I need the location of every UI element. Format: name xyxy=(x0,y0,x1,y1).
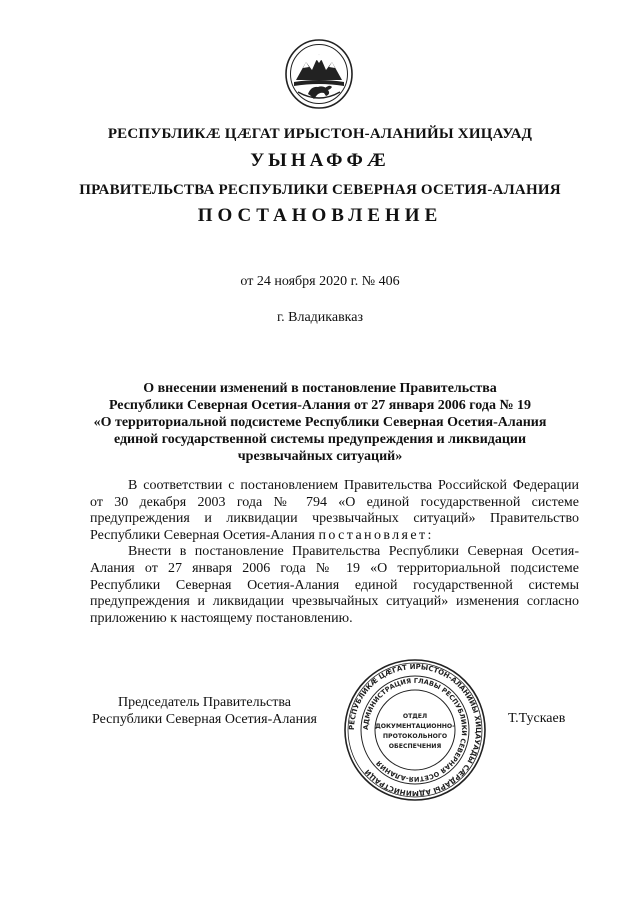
official-stamp xyxy=(343,658,487,802)
signatory-position xyxy=(92,694,317,728)
title-line: чрезвычайных ситуаций» xyxy=(237,449,403,464)
body-paragraph-2: Внести в постановление Правительства Республики Северная Осетия-Алания от 27 января 2006 года № 19 «О территориальной подсистеме Республики Северная Осетия-Алания единой государственной системы предупреждения и ликвидации чрезвычайных ситуаций» изменения согласно приложению к настоящему постановлению. xyxy=(90,544,579,626)
header-government-russian: ПРАВИТЕЛЬСТВА РЕСПУБЛИКИ СЕВЕРНАЯ ОСЕТИЯ-АЛАНИЯ xyxy=(79,182,561,198)
decree-city: г. Владикавказ xyxy=(276,310,364,325)
header-republic-ossetian: РЕСПУБЛИКӔ ЦӔГАТ ИРЫСТОН-АЛАНИЙЫ ХИЦАУАД xyxy=(107,126,533,142)
stamp-outer-text: РЕСПУБЛИКÆ ЦÆГАТ ИРЫСТОН-АЛАНИЙЫ ХИЦАУАДЫ СÆРДАРЫ АДМИНИСТРАЦИ xyxy=(347,662,483,798)
title-line: О внесении изменений в постановление Правительства xyxy=(143,381,497,396)
title-line: единой государственной системы предупреждения и ликвидации xyxy=(113,432,527,447)
svg-text:АДМИНИСТРАЦИЯ ГЛАВЫ РЕСПУБЛИКИ xyxy=(362,677,468,783)
body-paragraph-1-text: В соответствии с постановлением Правительства Российской Федерации от 30 декабря 2003 года № 794 «О единой государственной системе предупреждения и ликвидации чрезвычайных ситуаций» Правительство Республики Северная Осетия-Алания xyxy=(90,478,579,543)
title-line: «О территориальной подсистеме Республики Северная Осетия-Алания xyxy=(93,415,547,430)
stamp-center-line: ОТДЕЛ xyxy=(402,713,428,720)
signatory-position-line-2: Республики Северная Осетия-Алания xyxy=(92,712,317,727)
stamp-center-line: ПРОТОКОЛЬНОГО xyxy=(382,733,448,740)
header-decree-russian: ПОСТАНОВЛЕНИЕ xyxy=(197,205,443,226)
decree-title xyxy=(70,380,570,465)
decree-body xyxy=(90,478,579,627)
decree-date-number: от 24 ноября 2020 г. № 406 xyxy=(240,274,400,289)
title-line: Республики Северная Осетия-Алания от 27 января 2006 года № 19 xyxy=(108,398,532,413)
stamp-inner-text: АДМИНИСТРАЦИЯ ГЛАВЫ РЕСПУБЛИКИ СЕВЕРНАЯ ОСЕТИЯ-АЛАНИЯ xyxy=(361,676,469,784)
signatory-name: Т.Тускаев xyxy=(508,711,566,726)
resolves-word: постановляет: xyxy=(318,527,434,543)
signatory-position-line-1: Председатель Правительства xyxy=(118,695,291,710)
body-paragraph-1 xyxy=(90,478,579,544)
header-decree-ossetian: УЫНАФФӔ xyxy=(250,150,390,171)
stamp-center-line: ОБЕСПЕЧЕНИЯ xyxy=(388,743,442,750)
stamp-center-line: ДОКУМЕНТАЦИОННО- xyxy=(375,723,455,730)
coat-of-arms-icon xyxy=(284,38,354,110)
